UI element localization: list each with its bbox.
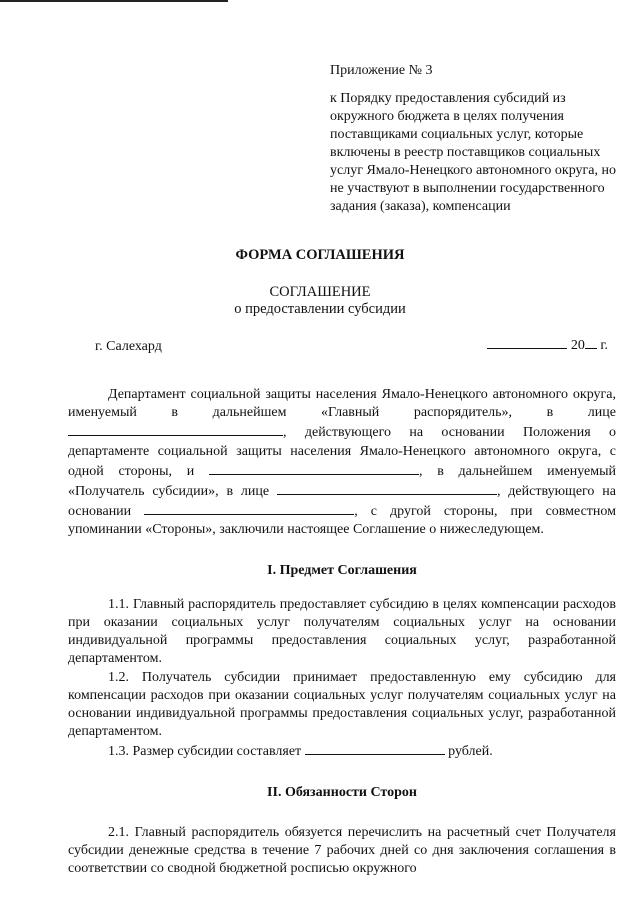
date-year-blank — [585, 335, 597, 349]
appendix-title: Приложение № 3 — [330, 63, 433, 78]
preamble-part1: Департамент социальной защиты населения Ямало-Ненецкого автономного округа, именуемый в дальнейшем «Главный распорядитель», в лице — [68, 387, 616, 421]
section1-clause-1-1: 1.1. Главный распорядитель предоставляет субсидию в целях компенсации расходов при оказании социальных услуг получателям социальных услуг на основании индивидуальной программы предоставления социальных услуг, разработанной департаментом. — [68, 596, 616, 667]
document-body — [68, 386, 616, 878]
section1-title: I. Предмет Соглашения — [267, 562, 417, 578]
section1-clause-1-3 — [68, 741, 616, 761]
date-line — [487, 335, 608, 354]
preamble-paragraph — [68, 386, 616, 540]
date-year-prefix: 20 — [570, 338, 585, 353]
section1-clause-1-2: 1.2. Получатель субсидии принимает предоставленную ему субсидию для компенсации расходов при оказании социальных услуг получателям социальных услуг на основании индивидуальной программы предоставления социальных услуг, разработанной департаментом. — [68, 669, 616, 740]
section2-title: II. Обязанности Сторон — [267, 784, 417, 800]
clause-1-3-unit: рублей. — [448, 744, 493, 760]
preamble-part2: , действующего на основании Положения о департаменте социальной защиты населения Ямало-Ненецкого автономного округа, с одной стороны, и — [68, 425, 616, 479]
preamble-part5: , с другой стороны, при совместном упоминании «Стороны», заключили настоящее Соглашение о нижеследующем. — [68, 504, 616, 538]
preamble-part4: , действующего на основании — [68, 484, 616, 520]
place-of-signing: г. Салехард — [95, 339, 162, 354]
agreement-subtitle: о предоставлении субсидии — [234, 301, 406, 317]
top-rule — [0, 0, 228, 2]
date-year-suffix: г. — [596, 338, 608, 353]
basis-blank — [144, 501, 354, 515]
subsidy-amount-blank — [305, 741, 445, 755]
appendix-text: к Порядку предоставления субсидий из окружного бюджета в целях получения поставщиками социальных услуг, которые включены в реестр поставщиков социальных услуг Ямало-Ненецкого автономного округа, но не участвуют в выполнении государственного задания (заказа), компенсации — [330, 91, 616, 214]
recipient-name-blank — [209, 461, 419, 475]
representative-blank — [68, 422, 283, 436]
date-day-blank — [487, 335, 567, 349]
agreement-heading — [0, 284, 640, 318]
preamble-part3: , в дальнейшем именуемый «Получатель субсидии», в лице — [68, 463, 616, 500]
recipient-representative-blank — [277, 481, 497, 495]
section2-clause-2-1: 2.1. Главный распорядитель обязуется перечислить на расчетный счет Получателя субсидии денежные средства в течение 7 рабочих дней со дня заключения соглашения в соответствии со сводной бюджетной росписью окружного — [68, 824, 616, 877]
form-title: ФОРМА СОГЛАШЕНИЯ — [235, 247, 405, 263]
agreement-title: СОГЛАШЕНИЕ — [269, 284, 371, 300]
clause-1-3-text: 1.3. Размер субсидии составляет — [108, 744, 302, 760]
appendix-block — [330, 62, 620, 216]
